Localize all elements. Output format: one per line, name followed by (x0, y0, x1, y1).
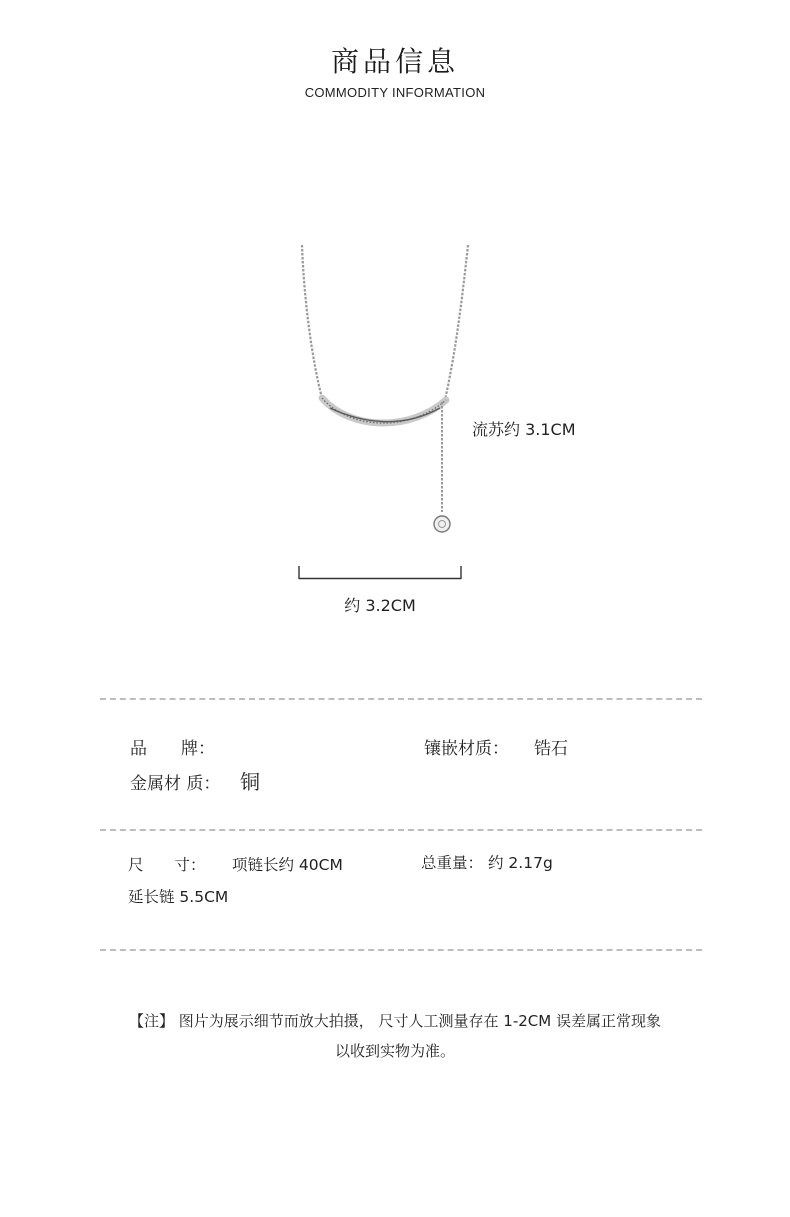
note-line-2: 以收到实物为准。 (334, 1042, 455, 1060)
tassel-length-label: 流苏约 3.1CM (472, 420, 576, 439)
metal-material-value: 铜 (240, 770, 260, 794)
extension-chain: 延长链 5.5CM (128, 888, 229, 906)
page-subtitle: COMMODITY INFORMATION (304, 85, 486, 100)
divider (100, 829, 702, 831)
size-label: 尺 寸： (128, 856, 206, 874)
note-line-1: 【注】 图片为展示细节而放大拍摄， 尺寸人工测量存在 1-2CM 误差属正常现象 (129, 1012, 661, 1030)
inlay-material-value: 锆石 (534, 739, 568, 759)
divider (100, 949, 702, 951)
divider (100, 698, 702, 700)
necklace-illustration-icon (290, 240, 490, 540)
page-title: 商品信息 (330, 45, 459, 78)
size-value: 项链长约 40CM (232, 856, 343, 874)
width-label: 约 3.2CM (344, 596, 416, 615)
total-weight-value: 约 2.17g (488, 854, 553, 872)
inlay-material-label: 镶嵌材质： (424, 739, 509, 759)
total-weight-label: 总重量： (421, 854, 484, 872)
metal-material-label: 金属材 质： (130, 774, 221, 794)
width-measure-bracket (298, 566, 462, 580)
brand-label: 品 牌： (130, 739, 215, 759)
